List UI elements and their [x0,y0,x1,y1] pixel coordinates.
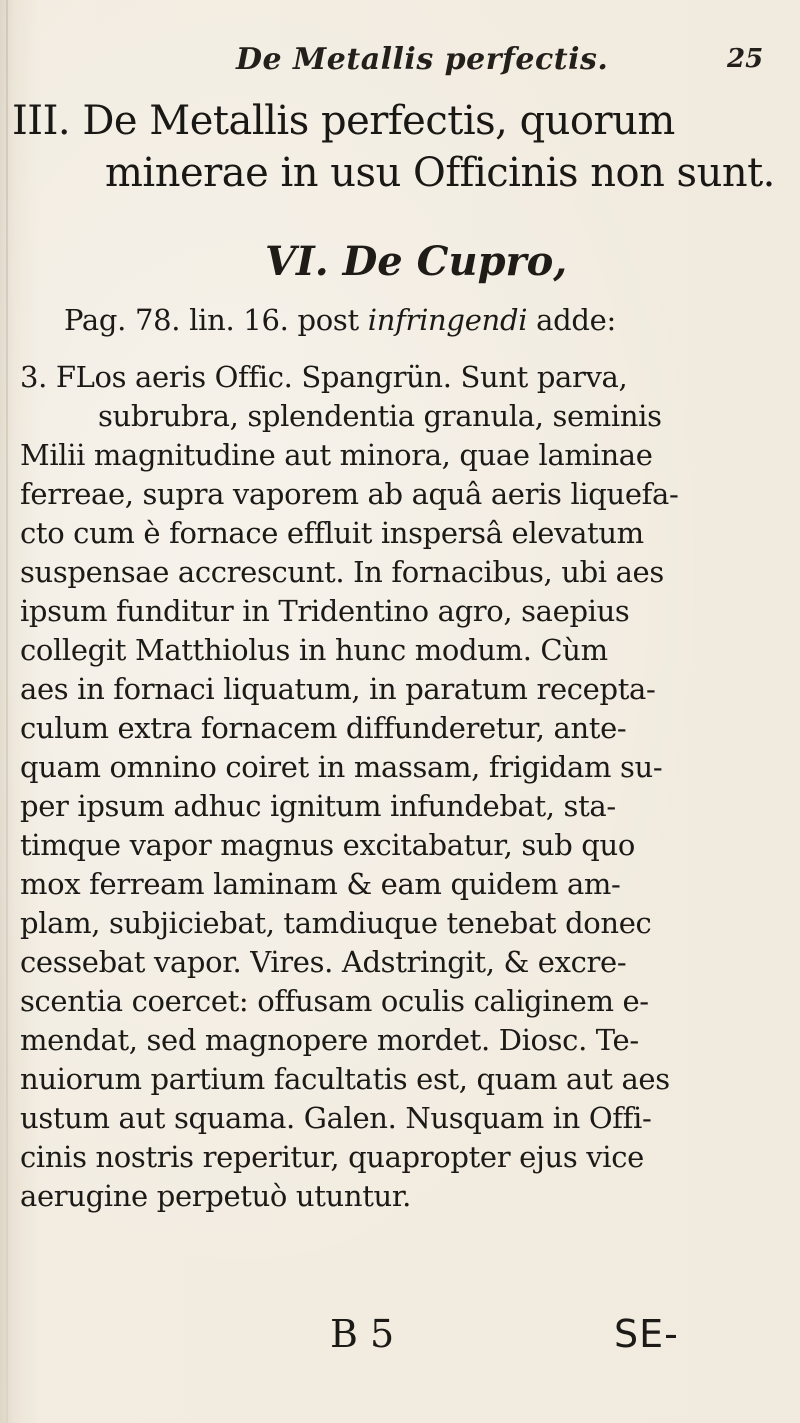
body-line: culum extra fornacem diffunderetur, ante- [20,711,627,745]
body-line: Milii magnitudine aut minora, quae laminae [20,438,653,472]
section-heading-line-2: minerae in usu Officinis non sunt. [105,150,775,196]
body-line: mox ferream laminam & eam quidem am- [20,867,621,901]
body-line: plam, subjiciebat, tamdiuque tenebat donec [20,906,652,940]
body-line: 3. FLos aeris Offic. Spangrün. Sunt parva, [20,360,628,394]
body-line: quam omnino coiret in massam, frigidam su- [20,750,663,784]
body-line: nuiorum partium facultatis est, quam aut aes [20,1062,670,1096]
body-line: cto cum è fornace effluit inspersâ elevatum [20,516,644,550]
body-paragraph [20,358,780,1216]
section-heading-line-1: III. De Metallis perfectis, quorum [12,98,675,144]
body-line: aes in fornaci liquatum, in paratum recepta- [20,672,656,706]
body-line: suspensae accrescunt. In fornacibus, ubi aes [20,555,664,589]
body-line: ipsum funditur in Tridentino agro, saepius [20,594,630,628]
body-line: per ipsum adhuc ignitum infundebat, sta- [20,789,616,823]
page-number: 25 [727,44,764,74]
body-line: cessebat vapor. Vires. Adstringit, & excre- [20,945,627,979]
body-line: cinis nostris reperitur, quapropter ejus vice [20,1140,644,1174]
body-line: ustum aut squama. Galen. Nusquam in Offi- [20,1101,652,1135]
body-line: ferreae, supra vaporem ab aquâ aeris liquefa- [20,477,679,511]
editorial-instruction [64,303,616,337]
instruction-prefix: Pag. 78. lin. 16. post [64,303,359,337]
instruction-emphasis: infringendi [367,303,528,337]
page-gutter-edge [6,0,8,1423]
body-line: scentia coercet: offusam oculis caliginem e- [20,984,649,1018]
section-heading [12,95,792,199]
body-line: mendat, sed magnopere mordet. Diosc. Te- [20,1023,639,1057]
instruction-suffix: adde: [536,303,616,337]
running-head [0,42,800,82]
chapter-subheading: VI. De Cupro, [265,238,568,285]
running-title: De Metallis perfectis. [236,42,609,77]
body-line: subrubra, splendentia granula, seminis [98,399,662,433]
body-line: collegit Matthiolus in hunc modum. Cùm [20,633,608,667]
body-line: aerugine perpetuò utuntur. [20,1179,412,1213]
signature-mark: B 5 [330,1312,395,1356]
body-line: timque vapor magnus excitabatur, sub quo [20,828,635,862]
catchword: SE- [614,1312,679,1356]
